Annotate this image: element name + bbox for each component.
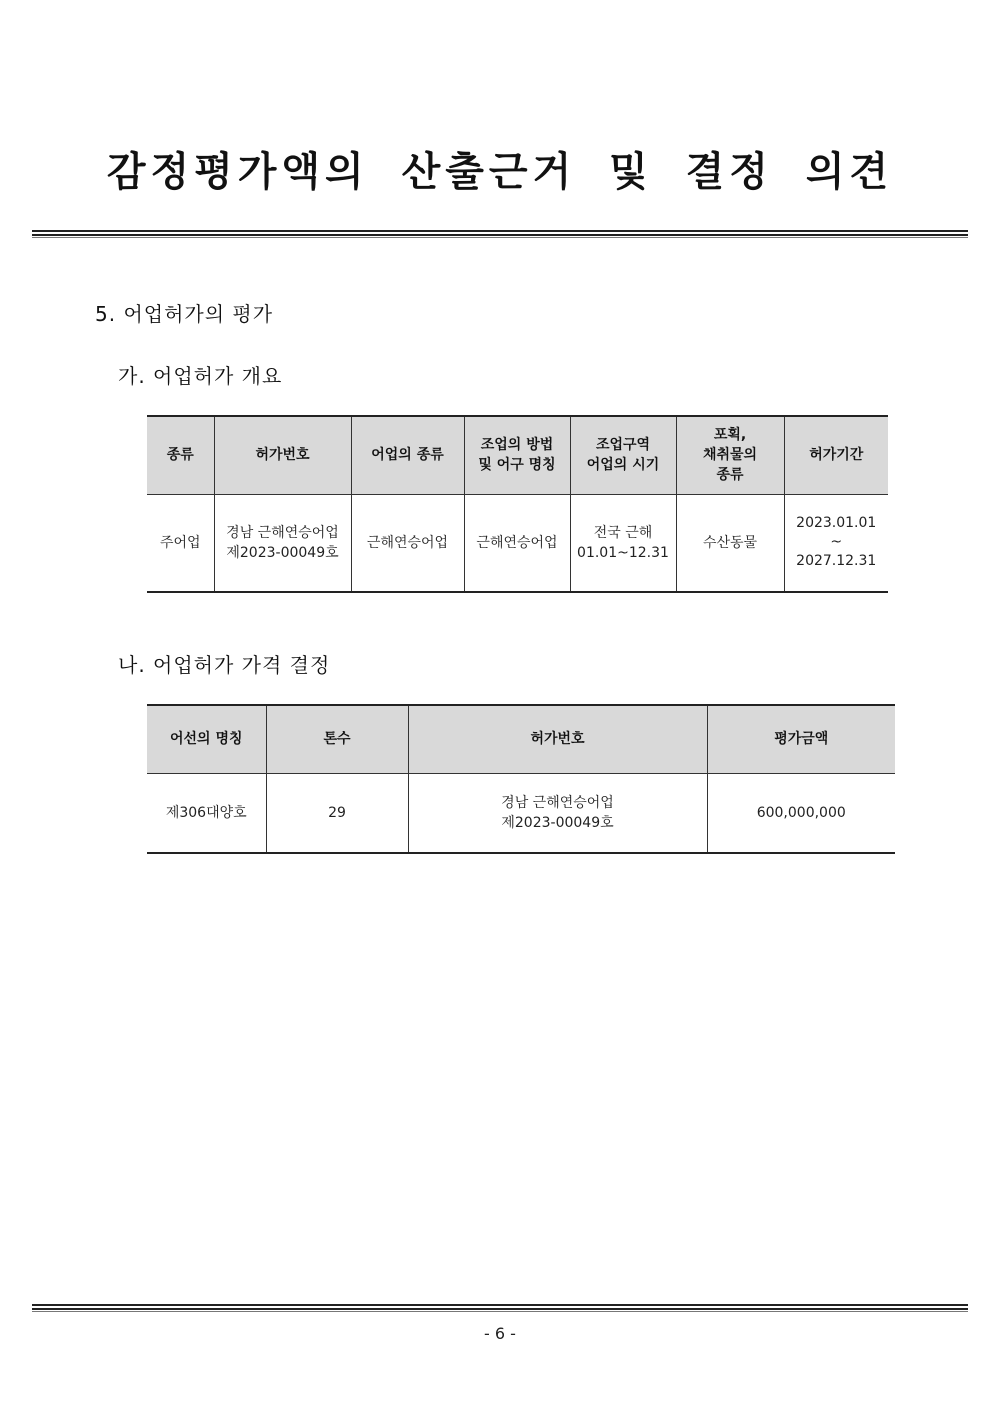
subsection-heading-overview: 가. 어업허가 개요 [118,364,283,388]
cell-appraised-value: 600,000,000 [707,773,895,853]
page-number: - 6 - [484,1324,516,1343]
table-header-row [147,705,895,773]
cell-catch-type: 수산동물 [676,494,784,592]
header-rule [32,230,968,238]
header-cell-tonnage: 톤수 [266,705,408,773]
table-header-row [147,416,888,494]
header-cell-type: 종류 [147,416,214,494]
cell-tonnage: 29 [266,773,408,853]
license-valuation-table [147,704,895,854]
table-row [147,773,895,853]
table-row [147,494,888,592]
header-cell-appraised-value: 평가금액 [707,705,895,773]
cell-area-period: 전국 근해 01.01~12.31 [570,494,676,592]
section-heading: 5. 어업허가의 평가 [95,302,274,326]
subsection-heading-valuation: 나. 어업허가 가격 결정 [118,653,331,677]
header-cell-license-no: 허가번호 [408,705,707,773]
cell-license-no: 경남 근해연승어업 제2023-00049호 [408,773,707,853]
header-cell-license-no: 허가번호 [214,416,351,494]
header-cell-license-period: 허가기간 [784,416,888,494]
header-cell-vessel-name: 어선의 명칭 [147,705,266,773]
header-cell-method: 조업의 방법 및 어구 명칭 [464,416,570,494]
header-cell-fishery-type: 어업의 종류 [351,416,464,494]
cell-vessel-name: 제306대양호 [147,773,266,853]
cell-method: 근해연승어업 [464,494,570,592]
cell-type: 주어업 [147,494,214,592]
license-overview-table [147,415,888,593]
header-cell-catch-type: 포획, 채취물의 종류 [676,416,784,494]
header-cell-area-period: 조업구역 어업의 시기 [570,416,676,494]
cell-fishery-type: 근해연승어업 [351,494,464,592]
cell-license-period: 2023.01.01 ~ 2027.12.31 [784,494,888,592]
footer-rule [32,1304,968,1312]
cell-license-no: 경남 근해연승어업 제2023-00049호 [214,494,351,592]
page-title: 감정평가액의 산출근거 및 결정 의견 [106,149,894,195]
